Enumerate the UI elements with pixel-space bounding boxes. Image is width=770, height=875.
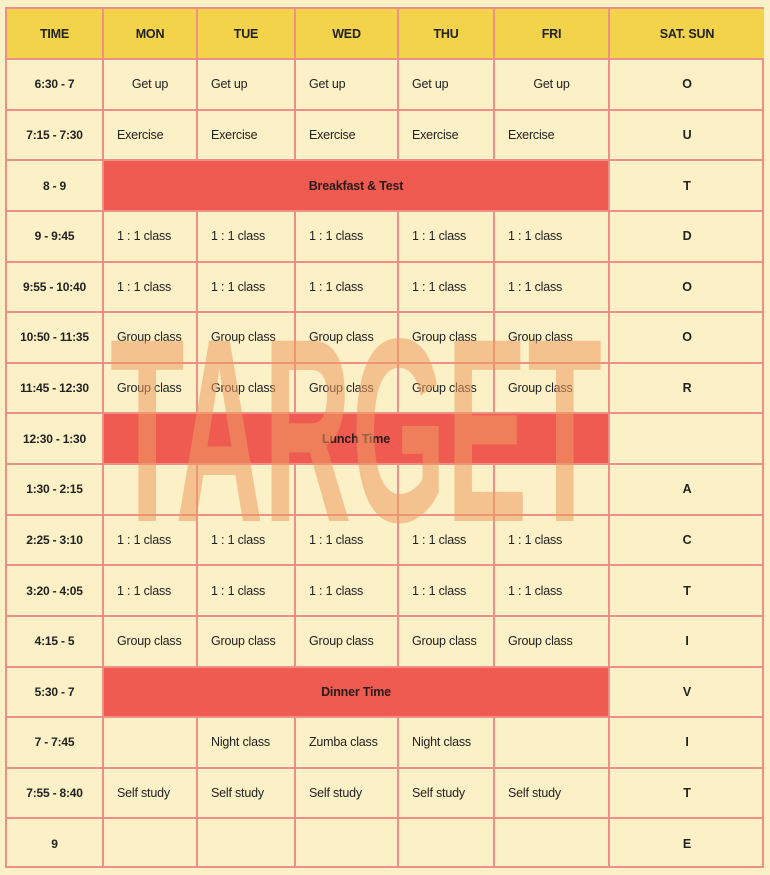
schedule-cell: Group class (397, 311, 493, 362)
column-header: TIME (5, 7, 102, 58)
schedule-cell (196, 463, 294, 514)
schedule-cell: Group class (196, 362, 294, 413)
column-header: SAT. SUN (608, 7, 764, 58)
schedule-cell: 1 : 1 class (493, 514, 608, 565)
schedule-cell: Group class (493, 615, 608, 666)
schedule-cell: Get up (493, 58, 608, 109)
schedule-cell (294, 817, 397, 868)
schedule-cell: Self study (294, 767, 397, 818)
schedule-cell: Group class (196, 615, 294, 666)
schedule-cell: Group class (397, 362, 493, 413)
time-slot: 5:30 - 7 (5, 666, 102, 717)
schedule-cell: Group class (102, 311, 196, 362)
time-slot: 10:50 - 11:35 (5, 311, 102, 362)
schedule-cell: Get up (294, 58, 397, 109)
schedule-cell (294, 463, 397, 514)
schedule-cell (102, 817, 196, 868)
watermark-text: TARGET (110, 318, 602, 530)
schedule-cell: 1 : 1 class (196, 564, 294, 615)
weekend-letter (608, 412, 764, 463)
meal-band: Dinner Time (102, 666, 608, 717)
schedule-cell (493, 817, 608, 868)
time-slot: 7:55 - 8:40 (5, 767, 102, 818)
schedule-cell: 1 : 1 class (196, 210, 294, 261)
schedule-cell: 1 : 1 class (493, 261, 608, 312)
schedule-cell: 1 : 1 class (196, 261, 294, 312)
weekend-letter: T (608, 564, 764, 615)
schedule-cell (196, 817, 294, 868)
schedule-cell: Night class (196, 716, 294, 767)
schedule-cell: 1 : 1 class (397, 210, 493, 261)
schedule-cell: Exercise (102, 109, 196, 160)
column-header: TUE (196, 7, 294, 58)
schedule-cell: 1 : 1 class (294, 261, 397, 312)
schedule-cell: Exercise (196, 109, 294, 160)
time-slot: 12:30 - 1:30 (5, 412, 102, 463)
schedule-cell: 1 : 1 class (493, 210, 608, 261)
column-header: THU (397, 7, 493, 58)
schedule-cell: Self study (196, 767, 294, 818)
time-slot: 4:15 - 5 (5, 615, 102, 666)
schedule-cell: Group class (397, 615, 493, 666)
schedule-cell: Night class (397, 716, 493, 767)
schedule-cell: Group class (493, 362, 608, 413)
schedule-cell: Group class (493, 311, 608, 362)
time-slot: 7:15 - 7:30 (5, 109, 102, 160)
schedule-cell: Get up (196, 58, 294, 109)
schedule-cell: 1 : 1 class (102, 261, 196, 312)
schedule-cell: Exercise (397, 109, 493, 160)
schedule-cell: Group class (102, 362, 196, 413)
time-slot: 3:20 - 4:05 (5, 564, 102, 615)
time-slot: 9 - 9:45 (5, 210, 102, 261)
weekly-schedule-table (5, 7, 764, 868)
schedule-cell: 1 : 1 class (294, 210, 397, 261)
schedule-cell: Group class (102, 615, 196, 666)
schedule-cell: 1 : 1 class (294, 514, 397, 565)
schedule-cell: Get up (102, 58, 196, 109)
schedule-cell: Self study (102, 767, 196, 818)
time-slot: 7 - 7:45 (5, 716, 102, 767)
time-slot: 8 - 9 (5, 159, 102, 210)
weekend-letter: R (608, 362, 764, 413)
weekend-letter: O (608, 311, 764, 362)
schedule-cell: Zumba class (294, 716, 397, 767)
weekend-letter: A (608, 463, 764, 514)
weekend-letter: E (608, 817, 764, 868)
schedule-cell (102, 716, 196, 767)
schedule-cell: Group class (294, 615, 397, 666)
weekend-letter: T (608, 159, 764, 210)
schedule-cell: 1 : 1 class (397, 514, 493, 565)
weekend-letter: T (608, 767, 764, 818)
schedule-cell: 1 : 1 class (102, 210, 196, 261)
schedule-cell: 1 : 1 class (397, 564, 493, 615)
schedule-cell: 1 : 1 class (102, 514, 196, 565)
schedule-cell: Get up (397, 58, 493, 109)
time-slot: 1:30 - 2:15 (5, 463, 102, 514)
schedule-cell: 1 : 1 class (196, 514, 294, 565)
weekend-letter: C (608, 514, 764, 565)
weekend-letter: U (608, 109, 764, 160)
column-header: FRI (493, 7, 608, 58)
schedule-cell: 1 : 1 class (493, 564, 608, 615)
time-slot: 11:45 - 12:30 (5, 362, 102, 413)
schedule-cell (102, 463, 196, 514)
schedule-cell: Exercise (493, 109, 608, 160)
schedule-cell: 1 : 1 class (102, 564, 196, 615)
column-header: MON (102, 7, 196, 58)
weekend-letter: I (608, 615, 764, 666)
schedule-cell: Group class (294, 311, 397, 362)
schedule-cell: Group class (294, 362, 397, 413)
schedule-cell: Self study (493, 767, 608, 818)
time-slot: 9:55 - 10:40 (5, 261, 102, 312)
weekend-letter: V (608, 666, 764, 717)
schedule-cell (397, 463, 493, 514)
time-slot: 6:30 - 7 (5, 58, 102, 109)
weekend-letter: O (608, 261, 764, 312)
meal-band: Lunch Time (102, 412, 608, 463)
schedule-cell: Exercise (294, 109, 397, 160)
schedule-cell (397, 817, 493, 868)
schedule-cell (493, 463, 608, 514)
column-header: WED (294, 7, 397, 58)
schedule-cell: 1 : 1 class (294, 564, 397, 615)
schedule-cell: Self study (397, 767, 493, 818)
time-slot: 9 (5, 817, 102, 868)
schedule-cell: Group class (196, 311, 294, 362)
weekend-letter: D (608, 210, 764, 261)
weekend-letter: O (608, 58, 764, 109)
time-slot: 2:25 - 3:10 (5, 514, 102, 565)
weekend-letter: I (608, 716, 764, 767)
meal-band: Breakfast & Test (102, 159, 608, 210)
schedule-cell (493, 716, 608, 767)
schedule-cell: 1 : 1 class (397, 261, 493, 312)
